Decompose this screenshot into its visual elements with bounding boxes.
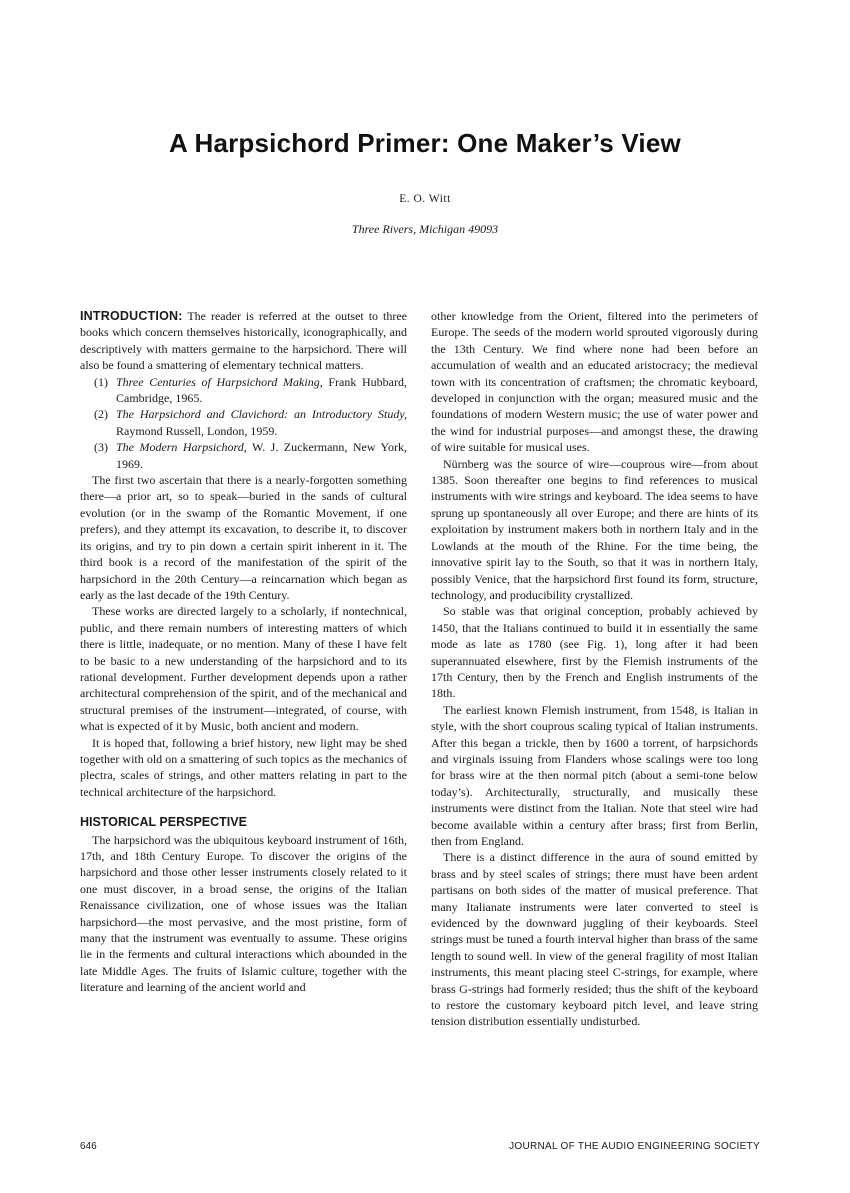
reference-item [80,439,407,472]
reference-title: Three Centuries of Harpsichord Making, [116,374,323,389]
reference-title: The Modern Harpsichord, [116,440,247,455]
section-heading: HISTORICAL PERSPECTIVE [80,815,247,830]
article-title: A Harpsichord Primer: One Maker’s View [169,128,681,158]
body-paragraph: The harpsichord was the ubiquitous keyboard instrument of 16th, 17th, and 18th Century Europe. To discover the origins of the harpsichord and those other lesser instruments closely related to it one must discover, in a broad sense, the origins of the Italian Renaissance civilization, one of whose issues was the Italian harpsichord—the most pervasive, and the most pristine, form of many that the instrument was eventually to assume. These origins lie in the ferments and cultural interactions which abounded in the late Middle Ages. The fruits of Islamic culture, together with the literature and learning of the ancient world and [80,832,407,995]
body-paragraph: These works are directed largely to a scholarly, if nontechnical, public, and there remain numbers of interesting matters of which there is little, inadequate, or no mention. Many of these I have felt to be basic to a new understanding of the harpsichord and to its rational development. Further development depends upon a rather architectural comprehension of the spirit, and of the mechanical and structural premises of the instrument—integrated, of course, with what is expected of it by Music, both ancient and modern. [80,604,407,734]
body-paragraph: The earliest known Flemish instrument, from 1548, is Italian in style, with the short couprous scaling typical of Italian instruments. After this began a trickle, then by 1600 a torrent, of harpsichords and virginals issuing from Flanders whose scalings were too long for brass wire at the then normal pitch (about a semi-tone below today’s). Architecturally, structurally, and musically these instruments were distinct from the Italian. Note that steel wire had become available within a century after brass; first from Berlin, then from England. [431,702,758,848]
author-name: E. O. Witt [399,193,451,205]
reference-title: The Harpsichord and Clavichord: an Introductory Study, [116,407,407,422]
reference-item [80,406,407,439]
body-paragraph: There is a distinct difference in the aura of sound emitted by brass and by steel scales of strings; there must have been ardent partisans on both sides of the matter of musical preference. That many Italianate instruments were later converted to steel is evidenced by the downward juggling of their keyboards. Steel strings must be tuned a fourth interval higher than brass of the same length to sound well. In view of the general fragility of most Italian instruments, this meant placing steel C-strings, for example, where brass G-strings had formerly resided; thus the shift of the keyboard to restore the customary keyboard pitch level, and leave string tension distribution essentially undisturbed. [431,850,758,1029]
reference-list [80,374,407,472]
intro-heading: INTRODUCTION: [80,309,183,323]
body-paragraph: Nürnberg was the source of wire—couprous wire—from about 1385. Soon thereafter one begins to find references to musical instruments with wire strings and keyboard. The idea seems to have sprung up spontaneously all over Europe; and there are hints of its exploitation by instrument makers both in northern Italy and in the Lowlands at the mouth of the Rhine. For the time being, the innovative spirit lay to the South, so that it was in northern Italy, possibly Venice, that the harpsichord first found its form, structure, technology, and producibility crystallized. [431,456,758,602]
body-paragraph: The first two ascertain that there is a nearly-forgotten something there—a prior art, so to speak—buried in the sands of cultural evolution (or in the swamp of the Romantic Movement, if one prefers), and they attempt its excavation, to describe it, to discover its origins, and try to pin down a certain spirit inherent in it. The third book is a record of the manifestation of the spirit of the harpsichord in the 20th Century—a reincarnation which began as early as the last decade of the 19th Century. [80,473,407,602]
reference-number: (1) [94,374,108,389]
intro-paragraph [80,308,407,374]
page-number: 646 [80,1141,97,1152]
reference-details: Frank Hubbard, Cambridge, 1965. [116,374,407,406]
reference-item [80,374,407,407]
author-affiliation: Three Rivers, Michigan 49093 [351,222,499,236]
right-column [431,308,758,1030]
body-paragraph: It is hoped that, following a brief history, new light may be shed together with old on a smattering of such topics as the mechanics of plectra, scales of strings, and other matters relating in part to the technical architecture of the harpsichord. [80,735,407,799]
reference-details: Raymond Russell, London, 1959. [116,423,278,438]
reference-number: (2) [94,407,108,422]
left-column [80,308,407,996]
reference-details: W. J. Zuckermann, New York, 1969. [116,440,407,471]
body-paragraph: other knowledge from the Orient, filtered into the perimeters of Europe. The seeds of the modern world sprouted vigorously during the 13th Century. We find where none had been before an accumulation of wealth and an educated aristocracy; the medieval town with its concentration of craftsmen; the chromatic keyboard, developed in conjunction with the organ; measured music and the foundations of modern Western music; the use of water power and the wind for industrial purposes—and amongst these, the drawing of wire suitable for musical uses. [431,309,758,455]
journal-name: JOURNAL OF THE AUDIO ENGINEERING SOCIETY [509,1141,760,1152]
body-paragraph: So stable was that original conception, probably achieved by 1450, that the Italians continued to build it in essentially the same mode as late as 1780 (see Fig. 1), long after it had been superannuated elsewhere, first by the Flemish instruments of the 17th Century, then by the French and English instruments of the 18th. [431,604,758,701]
intro-text: The reader is referred at the outset to three books which concern themselves historically, iconographically, and descriptively with matters germaine to the harpsichord. There will also be found a smattering of elementary technical matters. [80,309,407,373]
reference-number: (3) [94,440,108,455]
